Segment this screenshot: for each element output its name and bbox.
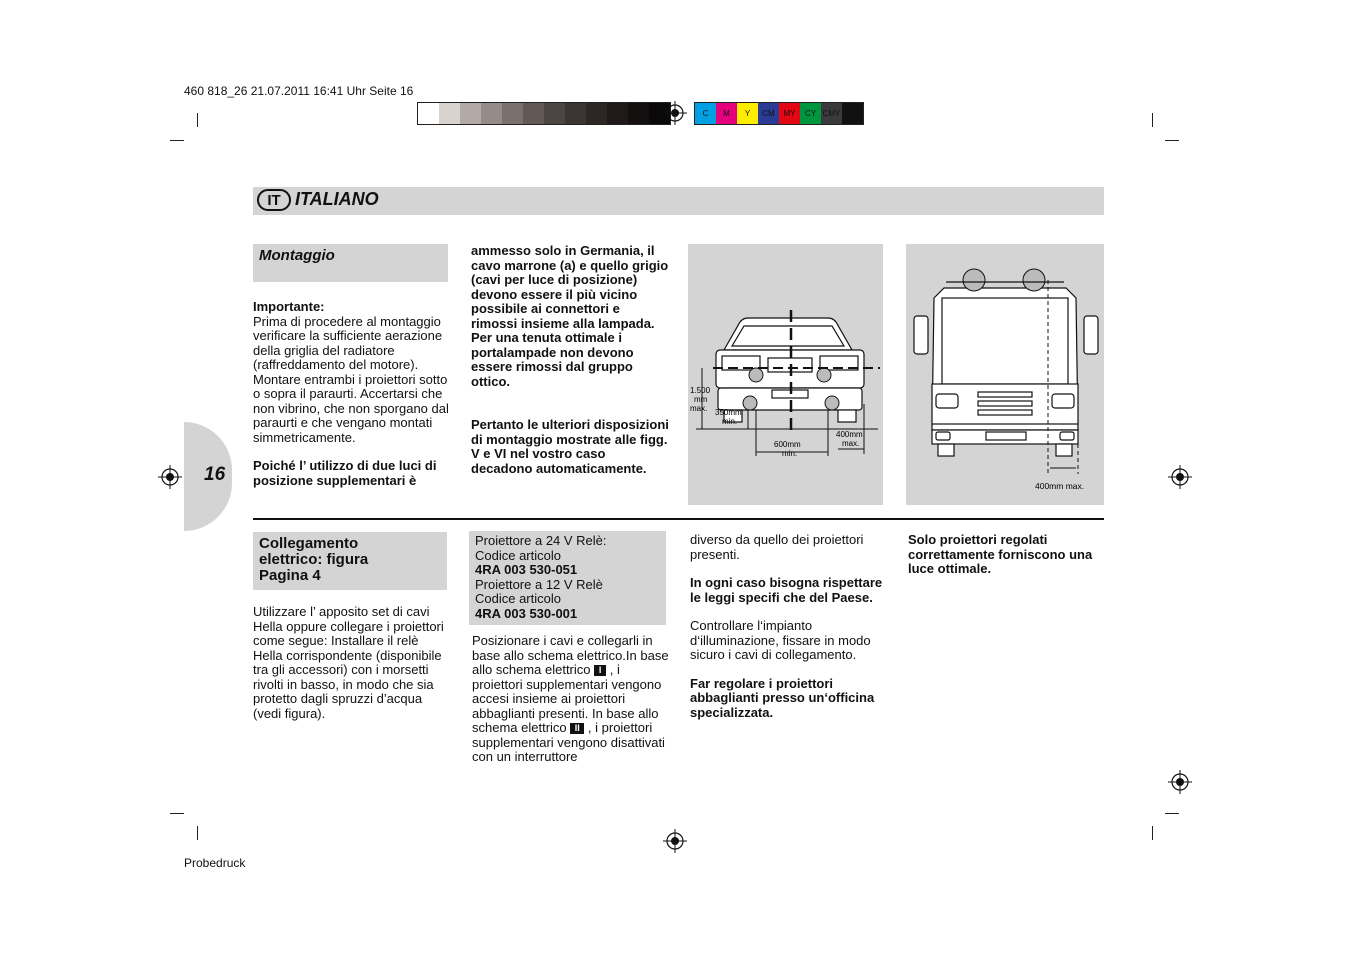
column2-paragraph-1: ammesso solo in Germania, il cavo marrone (a) e quello grigio (cavi per luce di posizione) devono essere il più vicino possibile ai connettori e rimossi insieme alla lampada. Per una tenuta ottimale i portalampade non devono essere rimossi dal gruppo ottico. bbox=[471, 243, 669, 389]
cmyk-swatch: CY bbox=[800, 103, 821, 124]
dim-1500-label: 1.500 mm max. bbox=[690, 386, 711, 413]
montaggio-bold-end: Poiché l’ utilizzo di due luci di posizione supplementari è bbox=[253, 458, 437, 488]
schema-ii-icon: II bbox=[570, 723, 584, 734]
relay-24v-label: Proiettore a 24 V Relè: bbox=[475, 533, 607, 548]
gray-swatch bbox=[607, 103, 628, 124]
collegamento-heading-box bbox=[253, 532, 447, 590]
crop-mark bbox=[1152, 826, 1153, 840]
gray-swatch-bar bbox=[417, 102, 671, 125]
crop-mark bbox=[197, 826, 198, 840]
gray-swatch bbox=[586, 103, 607, 124]
page-number: 16 bbox=[204, 464, 226, 485]
crop-mark bbox=[197, 113, 198, 127]
gray-swatch bbox=[544, 103, 565, 124]
footer-label: Probedruck bbox=[184, 856, 246, 870]
relay-code-12v: 4RA 003 530-001 bbox=[475, 605, 578, 621]
montaggio-heading-box bbox=[253, 244, 448, 282]
column3-paragraph-2: In ogni caso bisogna rispettare le leggi specifi che del Paese. bbox=[690, 575, 883, 605]
cmyk-swatch: C bbox=[695, 103, 716, 124]
gray-swatch bbox=[628, 103, 649, 124]
relay-code-24v: 4RA 003 530-051 bbox=[475, 562, 578, 577]
truck-mounting-figure bbox=[906, 244, 1104, 505]
collegamento-body: Utilizzare l’ apposito set di cavi Hella oppure collegare i proiettori come segue: Installare il relè Hella corrispondente (disponibile tra gli accessori) con i morsetti rivolti in basso, in modo che sia protetto dagli spruzzi d’acqua (vedi figura). bbox=[253, 604, 444, 721]
car-mounting-figure bbox=[688, 244, 883, 505]
print-header: 460 818_26 21.07.2011 16:41 Uhr Seite 16 bbox=[184, 84, 414, 98]
relay-code-box bbox=[469, 531, 666, 625]
language-code-badge: IT bbox=[257, 189, 291, 211]
column4-text: Solo proiettori regolati correttamente forniscono una luce ottimale. bbox=[908, 532, 1093, 576]
gray-swatch bbox=[460, 103, 481, 124]
relay-code-label-1: Codice articolo bbox=[475, 547, 561, 563]
column3-text bbox=[690, 533, 890, 720]
cmyk-swatch: K bbox=[842, 103, 863, 124]
wiring-text-c: , i proiettori supplementari vengono disattivati con un interruttore bbox=[472, 720, 665, 764]
cmyk-swatch: M bbox=[716, 103, 737, 124]
montaggio-body: Prima di procedere al montaggio verificare la sufficiente aerazione della griglia del radiatore (raffreddamento del motore). Montare entrambi i proiettori sotto o sopra il paraurti. Accertarsi che non vibrino, che non sporgano dal paraurti e che vengano montati simmetricamente. bbox=[253, 313, 449, 445]
truck-diagram bbox=[906, 244, 1104, 505]
column3-paragraph-3: Controllare l‘impianto d‘illuminazione, fissare in modo sicuro i cavi di collegamento. bbox=[690, 618, 871, 662]
section-divider bbox=[253, 518, 1104, 520]
cmyk-swatch: CM bbox=[758, 103, 779, 124]
crop-mark bbox=[1165, 140, 1179, 141]
registration-mark-icon bbox=[158, 465, 182, 489]
column2-paragraph-2: Pertanto le ulteriori disposizioni di montaggio mostrate alle figg. V e VI nel vostro caso decadono automaticamente. bbox=[471, 417, 669, 476]
cmyk-swatch: MY bbox=[779, 103, 800, 124]
relay-code-label-2: Codice articolo bbox=[475, 591, 561, 606]
language-title: ITALIANO bbox=[295, 189, 379, 209]
cmyk-swatch: CMY bbox=[821, 103, 842, 124]
dim-350-label: 350mm min. bbox=[715, 408, 742, 426]
cmyk-color-bar bbox=[694, 102, 864, 125]
wiring-text-b: , i proiettori supplementari vengono accesi insieme ai proiettori abbaglianti presenti. In base allo schema elettrico bbox=[472, 662, 662, 735]
collegamento-title: Collegamento elettrico: figura Pagina 4 bbox=[259, 535, 369, 584]
column2-top-text bbox=[471, 244, 669, 476]
montaggio-text bbox=[253, 300, 451, 488]
language-header-bar bbox=[253, 187, 1104, 215]
column3-paragraph-4: Far regolare i proiettori abbaglianti presso un‘officina specializzata. bbox=[690, 675, 875, 720]
crop-mark bbox=[170, 140, 184, 141]
registration-mark-icon bbox=[663, 829, 687, 853]
truck-dim-400-label: 400mm max. bbox=[1035, 481, 1085, 491]
wiring-text-a: Posizionare i cavi e collegarli in base allo schema elettrico.In base allo schema elettrico bbox=[472, 633, 669, 677]
gray-swatch bbox=[502, 103, 523, 124]
column3-paragraph-1: diverso da quello dei proiettori presenti. bbox=[690, 532, 864, 562]
registration-mark-icon bbox=[1168, 465, 1192, 489]
gray-swatch bbox=[418, 103, 439, 124]
registration-mark-icon bbox=[1168, 770, 1192, 794]
cmyk-swatch: Y bbox=[737, 103, 758, 124]
relay-12v-label: Proiettore a 12 V Relè bbox=[475, 576, 603, 592]
registration-mark-icon bbox=[663, 101, 687, 125]
gray-swatch bbox=[565, 103, 586, 124]
dim-400-label: 400mm max. bbox=[836, 430, 863, 448]
montaggio-title: Montaggio bbox=[259, 247, 335, 264]
car-diagram bbox=[688, 244, 883, 505]
column2-bottom-text bbox=[472, 634, 670, 765]
crop-mark bbox=[1152, 113, 1153, 127]
schema-i-icon: I bbox=[594, 665, 606, 676]
gray-swatch bbox=[481, 103, 502, 124]
importante-label: Importante: bbox=[253, 299, 325, 314]
crop-mark bbox=[170, 813, 184, 814]
crop-mark bbox=[1165, 813, 1179, 814]
gray-swatch bbox=[523, 103, 544, 124]
dim-600-label: 600mm min. bbox=[774, 440, 801, 458]
gray-swatch bbox=[439, 103, 460, 124]
